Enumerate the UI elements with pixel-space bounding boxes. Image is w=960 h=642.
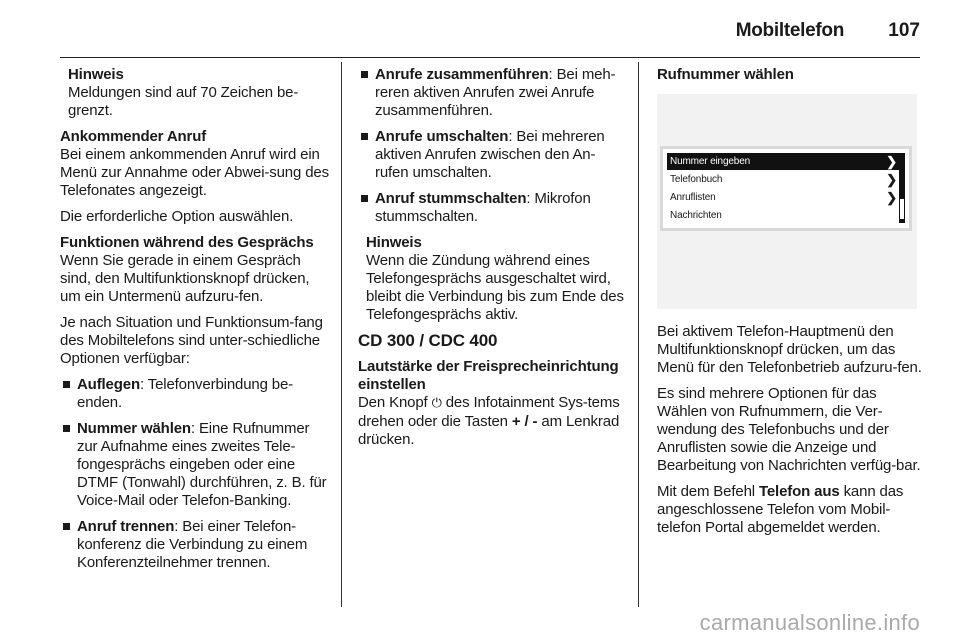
bullet-text: : Bei meh-reren aktiven Anrufen zwei Anrufe zusammenführen. xyxy=(375,66,616,119)
hint-text: Meldungen sind auf 70 Zeichen be-grenzt. xyxy=(68,84,299,119)
paragraph-part: Mit dem Befehl xyxy=(657,483,759,500)
section-title: CD 300 / CDC 400 xyxy=(358,331,498,350)
page-header xyxy=(0,0,960,58)
menu-item-label: Anruflisten xyxy=(670,192,716,203)
page-title: Mobiltelefon xyxy=(735,20,844,41)
option-text: Die erforderliche Option auswählen. xyxy=(60,208,294,225)
hint-title: Hinweis xyxy=(68,66,124,83)
volume-text-part: des Infotainment Sys-tems drehen oder die Tasten xyxy=(358,394,620,430)
bullet-text: : Eine Rufnummer zur Aufnahme eines zweites Tele-fongesprächs eingeben oder eine DTMF (Tonwahl) durchführen, z. B. für Voice-Mail oder Telefon-Banking. xyxy=(77,420,327,509)
column-divider-1 xyxy=(341,62,342,607)
hint-title: Hinweis xyxy=(366,234,422,251)
list-item xyxy=(60,420,330,510)
menu-item-nachrichten[interactable] xyxy=(667,207,899,224)
volume-text-part: am Lenkrad drücken. xyxy=(358,413,620,448)
bullet-term: Anrufe umschalten xyxy=(375,128,509,145)
chevron-right-icon: ❯ xyxy=(886,154,897,169)
list-item xyxy=(60,518,330,572)
column-3 xyxy=(657,66,927,545)
column-1 xyxy=(60,66,330,580)
paragraph: Es sind mehrere Optionen für das Wählen von Rufnummern, die Ver-wendung des Telefonbuchs und der Anruflisten sowie die Anzeige und Bearbeitung von Nachrichten verfüg-bar. xyxy=(657,385,921,474)
display-screenshot xyxy=(657,94,917,309)
volume-text-part: Den Knopf xyxy=(358,394,432,411)
bullet-text: : Telefonverbindung be-enden. xyxy=(77,376,294,411)
menu-scrollbar[interactable] xyxy=(899,153,905,223)
chevron-right-icon: ❯ xyxy=(886,190,897,205)
bullet-text: : Mikrofon stummschalten. xyxy=(375,190,591,225)
bullet-text: : Bei mehreren aktiven Anrufen zwischen den An-rufen umschalten. xyxy=(375,128,605,181)
menu-item-label: Telefonbuch xyxy=(670,174,723,185)
menu-item-label: Nummer eingeben xyxy=(670,156,751,167)
bullet-term: Nummer wählen xyxy=(77,420,191,437)
menu-item-telefonbuch[interactable] xyxy=(667,171,899,188)
during-call-heading: Funktionen während des Gesprächs xyxy=(60,234,314,251)
scrollbar-thumb[interactable] xyxy=(900,199,904,219)
menu-item-anruflisten[interactable] xyxy=(667,189,899,206)
hint-text: Wenn die Zündung während eines Telefongesprächs ausgeschaltet wird, bleibt die Verbindung bis zum Ende des Telefongesprächs aktiv. xyxy=(366,252,624,323)
bullet-term: Auflegen xyxy=(77,376,140,393)
power-knob-icon: ⏻ xyxy=(431,396,442,411)
paragraph xyxy=(657,483,927,537)
bullet-text: : Bei einer Telefon-konferenz die Verbindung zu einem Konferenzteilnehmer trennen. xyxy=(77,518,308,571)
dial-number-heading: Rufnummer wählen xyxy=(657,66,794,83)
list-item xyxy=(358,128,628,182)
page-number: 107 xyxy=(888,20,920,41)
chevron-right-icon: ❯ xyxy=(886,172,897,187)
column-divider-2 xyxy=(638,62,639,607)
column-2 xyxy=(358,66,628,457)
bullet-term: Anrufe zusammenführen xyxy=(375,66,549,83)
paragraph: Bei aktivem Telefon-Hauptmenü den Multifunktionsknopf drücken, um das Menü für den Telefonbetrieb aufzuru-fen. xyxy=(657,323,922,376)
list-item xyxy=(60,376,330,412)
hint-box xyxy=(60,66,330,120)
menu-item-label: Nachrichten xyxy=(670,210,722,221)
list-item xyxy=(358,66,628,120)
menu-item-nummer-eingeben[interactable] xyxy=(667,153,899,170)
list-item xyxy=(358,190,628,226)
header-divider xyxy=(60,57,920,58)
incoming-call-text: Bei einem ankommenden Anruf wird ein Menü zur Annahme oder Abwei-sung des Telefonates angezeigt. xyxy=(60,146,329,199)
during-call-text: Wenn Sie gerade in einem Gespräch sind, den Multifunktionsknopf drücken, um ein Untermenü aufzuru-fen. xyxy=(60,252,310,305)
command-term: Telefon aus xyxy=(758,483,840,500)
volume-keys: + / - xyxy=(511,413,538,430)
paragraph-part: kann das angeschlossene Telefon vom Mobil-telefon Portal abgemeldet werden. xyxy=(657,483,904,536)
hint-box xyxy=(358,234,628,324)
incoming-call-heading: Ankommender Anruf xyxy=(60,128,207,145)
volume-text xyxy=(358,394,628,449)
situation-text: Je nach Situation und Funktionsum-fang des Mobiltelefons sind unter-schiedliche Optionen verfügbar: xyxy=(60,314,323,367)
volume-heading: Lautstärke der Freisprecheinrichtung einstellen xyxy=(358,358,619,393)
bullet-term: Anruf trennen xyxy=(77,518,175,535)
bullet-term: Anruf stummschalten xyxy=(375,190,527,207)
phone-menu-screen xyxy=(660,146,912,231)
watermark: carmanualsonline.info xyxy=(699,610,920,635)
